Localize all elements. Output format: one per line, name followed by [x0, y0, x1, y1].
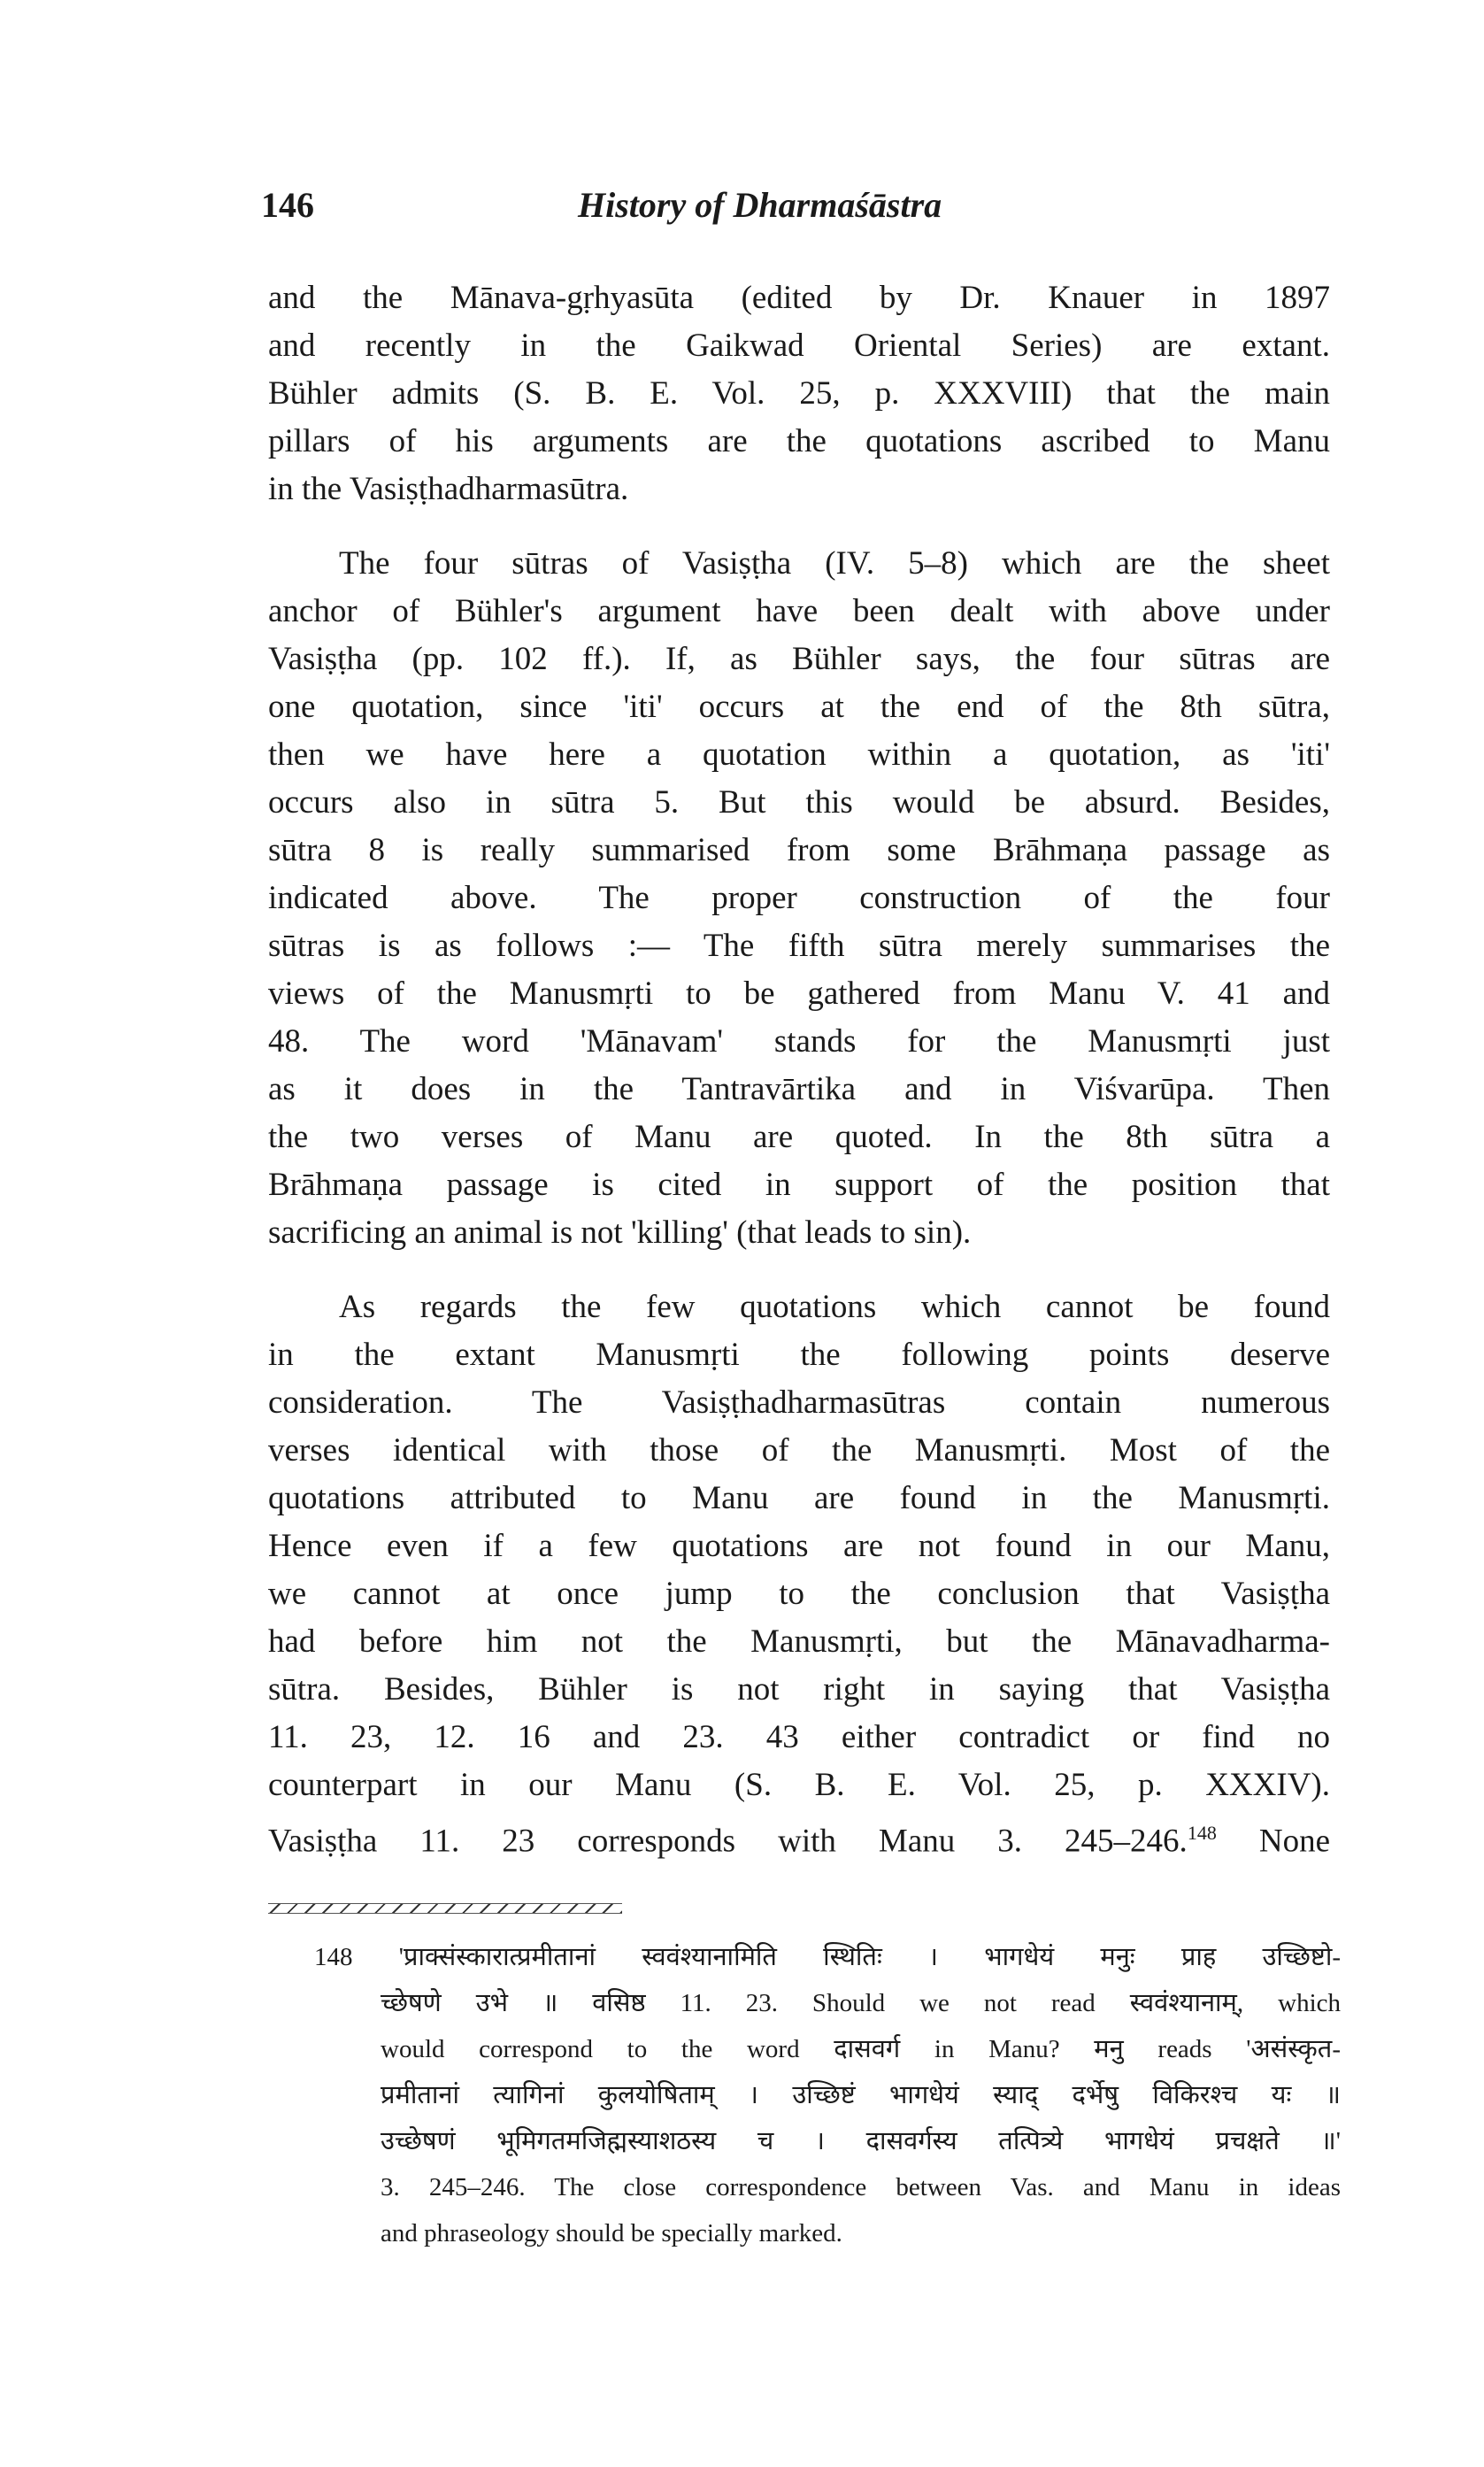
text-line: the two verses of Manu are quoted. In the 8th sūtra a — [268, 1119, 1330, 1155]
text-line: The four sūtras of Vasiṣṭha (IV. 5–8) which are the sheet — [339, 545, 1330, 582]
text-line-tail: None — [1258, 1823, 1330, 1860]
footnote-line: प्रमीतानां त्यागिनां कुलयोषिताम् । उच्छिष्टं भागधेयं स्याद् दर्भेषु विकिरश्च यः ॥ — [381, 2081, 1341, 2109]
paragraph-1 — [268, 274, 1330, 513]
text-line-with-footnote-ref — [268, 1809, 1330, 1865]
page-header — [261, 184, 1323, 237]
text-line: sūtra. Besides, Bühler is not right in saying that Vasiṣṭha — [268, 1671, 1330, 1708]
page-number: 146 — [261, 185, 314, 225]
text-line: 11. 23, 12. 16 and 23. 43 either contradict or find no — [268, 1719, 1330, 1755]
footnote-number: 148 — [314, 1943, 353, 1971]
text-line: and the Mānava-gṛhyasūta (edited by Dr. Knauer in 1897 — [268, 280, 1330, 316]
paragraph-3 — [268, 1284, 1330, 1865]
text-line: As regards the few quotations which cannot be found — [339, 1289, 1330, 1325]
text-line: counterpart in our Manu (S. B. E. Vol. 25, p. XXXIV). — [268, 1767, 1330, 1803]
footnote-line: 3. 245–246. The close correspondence between Vas. and Manu in ideas — [381, 2173, 1341, 2201]
text-line: in the extant Manusmṛti the following points deserve — [268, 1337, 1330, 1373]
text-line: occurs also in sūtra 5. But this would be absurd. Besides, — [268, 784, 1330, 821]
text-line: sūtras is as follows :— The fifth sūtra merely summarises the — [268, 928, 1330, 964]
text-line: then we have here a quotation within a quotation, as 'iti' — [268, 736, 1330, 773]
text-line: in the Vasiṣṭhadharmasūtra. — [268, 471, 629, 507]
text-line: we cannot at once jump to the conclusion that Vasiṣṭha — [268, 1576, 1330, 1612]
text-line: Bühler admits (S. B. E. Vol. 25, p. XXXVIII) that the main — [268, 375, 1330, 412]
text-line: sacrificing an animal is not 'killing' (that leads to sin). — [268, 1214, 972, 1251]
text-line: views of the Manusmṛti to be gathered from Manu V. 41 and — [268, 975, 1330, 1012]
text-line: Vasiṣṭha (pp. 102 ff.). If, as Bühler says, the four sūtras are — [268, 641, 1330, 677]
footnote-line — [314, 1934, 1341, 1980]
text-line: pillars of his arguments are the quotations ascribed to Manu — [268, 423, 1330, 459]
footnote-line: च्छेषणे उभे ॥ वसिष्ठ 11. 23. Should we not read स्ववंश्यानाम्, which — [381, 1989, 1341, 2017]
footnote-line: and phraseology should be specially marked. — [381, 2219, 842, 2247]
text-line: consideration. The Vasiṣṭhadharmasūtras contain numerous — [268, 1384, 1330, 1421]
text-line: anchor of Bühler's argument have been dealt with above under — [268, 593, 1330, 629]
text-line: indicated above. The proper construction of the four — [268, 880, 1330, 916]
footnote-divider — [268, 1903, 622, 1914]
text-line: as it does in the Tantravārtika and in Viśvarūpa. Then — [268, 1071, 1330, 1107]
footnote — [314, 1934, 1341, 2256]
footnote-reference[interactable]: 148 — [1187, 1822, 1217, 1844]
text-line: Vasiṣṭha 11. 23 corresponds with Manu 3. 245–246. — [268, 1823, 1188, 1860]
text-line: verses identical with those of the Manusmṛti. Most of the — [268, 1432, 1330, 1469]
text-line: 48. The word 'Mānavam' stands for the Manusmṛti just — [268, 1023, 1330, 1060]
footnote-text: 'प्राक्संस्कारात्प्रमीतानां स्ववंश्यानामिति स्थितिः । भागधेयं मनुः प्राह उच्छिष्टो- — [398, 1943, 1342, 1971]
paragraph-2 — [268, 540, 1330, 1257]
running-title: History of Dharmaśāstra — [578, 185, 942, 225]
body-text — [268, 274, 1330, 1865]
text-line: had before him not the Manusmṛti, but the Mānavadharma- — [268, 1623, 1330, 1660]
text-line: quotations attributed to Manu are found in the Manusmṛti. — [268, 1480, 1330, 1516]
text-line: Hence even if a few quotations are not found in our Manu, — [268, 1528, 1330, 1564]
text-line: Brāhmaṇa passage is cited in support of the position that — [268, 1167, 1330, 1203]
text-line: and recently in the Gaikwad Oriental Series) are extant. — [268, 328, 1330, 364]
text-line: sūtra 8 is really summarised from some Brāhmaṇa passage as — [268, 832, 1330, 868]
text-line: one quotation, since 'iti' occurs at the end of the 8th sūtra, — [268, 689, 1330, 725]
footnote-line: उच्छेषणं भूमिगतमजिह्मस्याशठस्य च । दासवर्गस्य तत्पित्र्ये भागधेयं प्रचक्षते ॥' — [381, 2127, 1341, 2155]
footnote-line: would correspond to the word दासवर्ग in Manu? मनु reads 'असंस्कृत- — [381, 2035, 1341, 2063]
